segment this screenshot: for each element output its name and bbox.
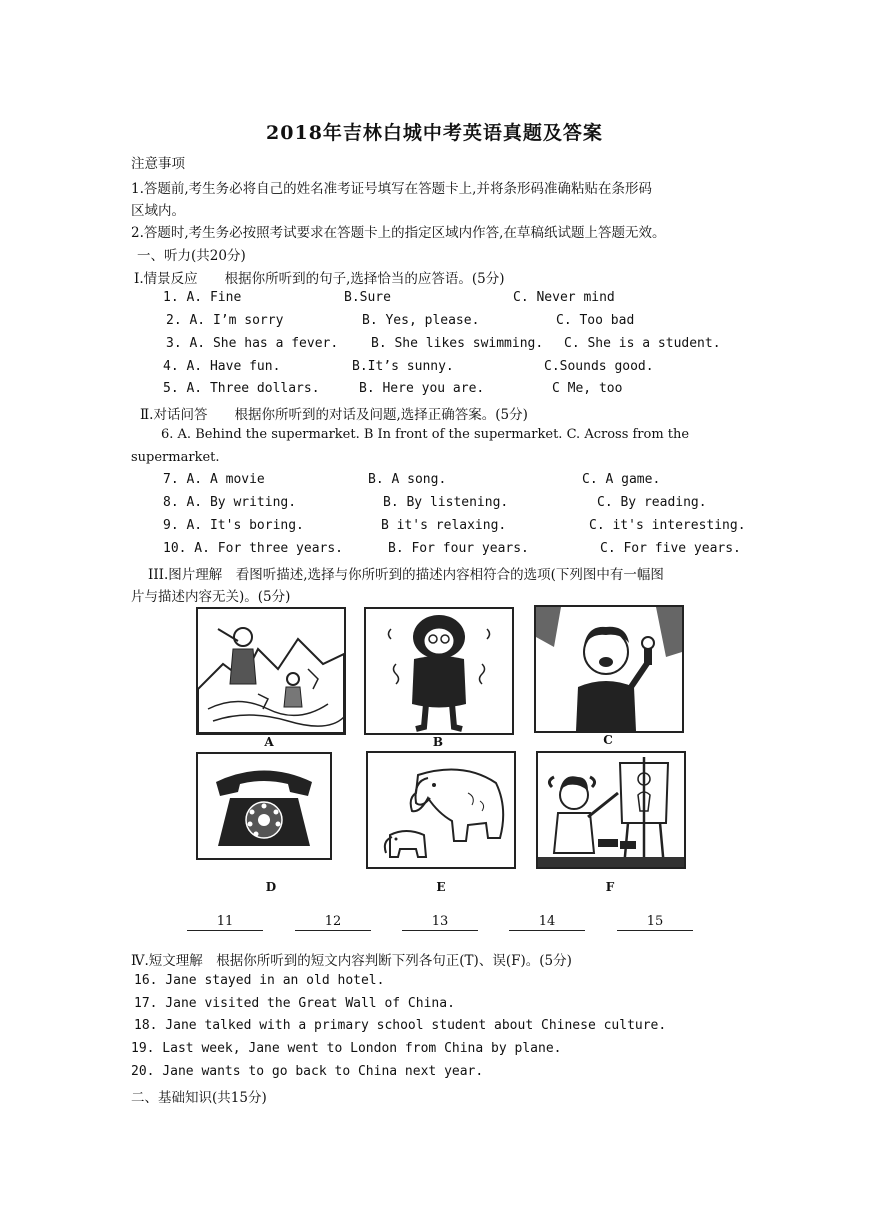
q5-option-b: B. Here you are. [359, 381, 485, 396]
shivering-person-icon [366, 609, 512, 733]
q1-option-a: 1. A. Fine [163, 290, 242, 305]
q19-statement: 19. Last week, Jane went to London from China by plane. [131, 1041, 562, 1056]
q4-option-a: 4. A. Have fun. [163, 359, 281, 374]
picture-d-label: D [265, 880, 277, 894]
q8-option-b: B. By listening. [383, 495, 509, 510]
q6-options-cont: supermarket. [131, 450, 220, 465]
picture-c-label: C [603, 733, 613, 747]
q2-option-a: 2. A. I’m sorry [166, 313, 284, 328]
q1-option-c: C. Never mind [513, 290, 615, 305]
q3-option-b: B. She likes swimming. [371, 336, 544, 351]
q3-option-a: 3. A. She has a fever. [166, 336, 339, 351]
picture-f [536, 751, 686, 869]
q8-option-c: C. By reading. [597, 495, 707, 510]
painting-girl-icon [538, 753, 684, 867]
q16-statement: 16. Jane stayed in an old hotel. [134, 973, 385, 988]
q10-option-b: B. For four years. [388, 541, 529, 556]
q10-option-a: 10. A. For three years. [163, 541, 344, 556]
part-1-heading: 一、听力(共20分) [137, 248, 246, 264]
q9-option-c: C. it's interesting. [589, 518, 746, 533]
q7-option-b: B. A song. [368, 472, 447, 487]
q17-statement: 17. Jane visited the Great Wall of China. [134, 996, 455, 1011]
part-2-heading: 二、基础知识(共15分) [131, 1090, 267, 1106]
answer-blank-14[interactable]: 14 [509, 915, 585, 931]
answer-blank-11[interactable]: 11 [187, 915, 263, 931]
section-3-title: III.图片理解 看图听描述,选择与你所听到的描述内容相符合的选项(下列图中有一幅图 [148, 567, 664, 583]
elephants-icon [368, 753, 514, 867]
q7-option-a: 7. A. A movie [163, 472, 265, 487]
notice-heading: 注意事项 [131, 156, 185, 172]
picture-a-label: A [264, 735, 274, 749]
q2-option-c: C. Too bad [556, 313, 635, 328]
picture-a [196, 607, 346, 735]
picture-b-label: B [432, 735, 444, 749]
mountain-scene-icon [198, 609, 344, 733]
picture-e [366, 751, 516, 869]
picture-e-label: E [436, 880, 446, 894]
q6-options: 6. A. Behind the supermarket. B In front of the supermarket. C. Across from the [161, 427, 690, 442]
notice-item-1: 1.答题前,考生务必将自己的姓名准考证号填写在答题卡上,并将条形码准确粘贴在条形码 [131, 181, 652, 197]
picture-b [364, 607, 514, 735]
notice-item-2: 2.答题时,考生务必按照考试要求在答题卡上的指定区域内作答,在草稿纸试题上答题无效。 [131, 225, 666, 241]
answer-blank-15[interactable]: 15 [617, 915, 693, 931]
q4-option-c: C.Sounds good. [544, 359, 654, 374]
section-1-title: Ⅰ.情景反应 根据你所听到的句子,选择恰当的应答语。(5分) [134, 271, 505, 287]
section-2-title: Ⅱ.对话问答 根据你所听到的对话及问题,选择正确答案。(5分) [140, 407, 528, 423]
answer-blank-12[interactable]: 12 [295, 915, 371, 931]
q9-option-a: 9. A. It's boring. [163, 518, 304, 533]
q18-statement: 18. Jane talked with a primary school student about Chinese culture. [134, 1018, 667, 1033]
picture-f-label: F [605, 880, 615, 894]
q8-option-a: 8. A. By writing. [163, 495, 297, 510]
q5-option-c: C Me, too [552, 381, 623, 396]
q9-option-b: B it's relaxing. [381, 518, 507, 533]
notice-item-1-cont: 区域内。 [131, 203, 185, 219]
page-title: 2018年吉林白城中考英语真题及答案 [266, 122, 603, 144]
section-4-title: Ⅳ.短文理解 根据你所听到的短文内容判断下列各句正(T)、误(F)。(5分) [131, 953, 572, 969]
q20-statement: 20. Jane wants to go back to China next year. [131, 1064, 484, 1079]
q1-option-b: B.Sure [344, 290, 391, 305]
picture-c [534, 605, 684, 733]
q2-option-b: B. Yes, please. [362, 313, 480, 328]
telephone-icon [198, 754, 330, 858]
q4-option-b: B.It’s sunny. [352, 359, 454, 374]
q3-option-c: C. She is a student. [564, 336, 721, 351]
singing-boy-icon [536, 607, 682, 731]
answer-blank-13[interactable]: 13 [402, 915, 478, 931]
picture-d [196, 752, 332, 860]
q10-option-c: C. For five years. [600, 541, 741, 556]
q5-option-a: 5. A. Three dollars. [163, 381, 320, 396]
section-3-title-cont: 片与描述内容无关)。(5分) [131, 589, 291, 605]
q7-option-c: C. A game. [582, 472, 661, 487]
